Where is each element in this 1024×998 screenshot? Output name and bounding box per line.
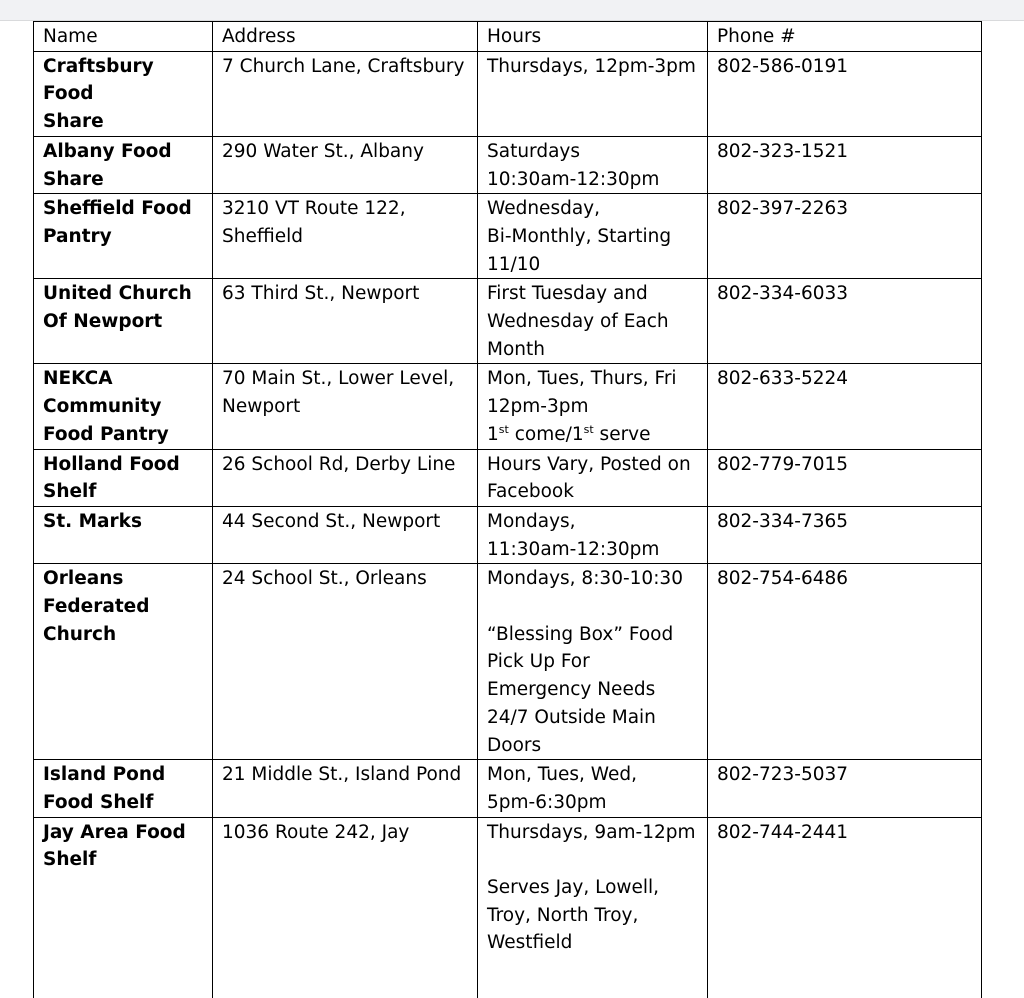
row-hours-line: Wednesday, <box>487 198 600 220</box>
row-hours-line: 11:30am-12:30pm <box>487 538 660 560</box>
row-name-line: Albany Food <box>43 140 172 162</box>
row-name-line: St. Marks <box>43 510 142 532</box>
row-name-cell <box>34 506 213 563</box>
row-phone-cell: 802-397-2263 <box>708 194 982 279</box>
row-name-line: Craftsbury Food <box>43 55 154 105</box>
row-name-cell <box>34 364 213 449</box>
row-name-line: Shelf <box>43 481 97 503</box>
row-hours-line: Bi-Monthly, Starting <box>487 225 672 247</box>
row-hours-line: 10:30am-12:30pm <box>487 168 660 190</box>
row-name-cell <box>34 194 213 279</box>
row-address-line: 290 Water St., Albany <box>222 140 424 162</box>
table-row <box>34 449 982 506</box>
row-hours-line: 5pm-6:30pm <box>487 791 607 813</box>
row-hours-cell <box>478 51 708 136</box>
row-name-line: Share <box>43 111 104 133</box>
row-name-cell <box>34 136 213 193</box>
row-hours-cell <box>478 760 708 817</box>
row-address-cell <box>213 760 478 817</box>
row-hours-cell <box>478 449 708 506</box>
row-name-line: Pantry <box>43 225 112 247</box>
row-hours-line: Hours Vary, Posted on <box>487 453 691 475</box>
row-address-cell <box>213 279 478 364</box>
table-row <box>34 817 982 998</box>
row-address-line: 3210 VT Route 122, <box>222 198 406 220</box>
row-address-cell <box>213 449 478 506</box>
row-name-line: Island Pond <box>43 764 166 786</box>
row-hours-line: Mon, Tues, Thurs, Fri <box>487 368 677 390</box>
row-phone-cell: 802-744-2441 <box>708 817 982 998</box>
row-address-line: 1036 Route 242, Jay <box>222 821 410 843</box>
row-address-cell <box>213 817 478 998</box>
row-address-line: 70 Main St., Lower Level, <box>222 368 455 390</box>
row-name-line: Orleans <box>43 568 124 590</box>
header-name: Name <box>34 22 213 52</box>
row-hours-note-line: “Blessing Box” Food <box>487 623 674 645</box>
row-hours-note-line: Pick Up For <box>487 651 590 673</box>
row-name-line: Food Shelf <box>43 791 154 813</box>
row-address-cell <box>213 364 478 449</box>
row-name-cell <box>34 449 213 506</box>
table-row <box>34 51 982 136</box>
row-address-cell <box>213 564 478 760</box>
row-hours-line: Wednesday of Each <box>487 311 669 333</box>
row-hours-serve-line <box>487 421 698 449</box>
row-hours-note-line: Serves Jay, Lowell, <box>487 877 660 899</box>
row-phone-cell: 802-323-1521 <box>708 136 982 193</box>
row-name-line: Federated <box>43 596 150 618</box>
row-hours-cell <box>478 506 708 563</box>
row-name-cell <box>34 279 213 364</box>
row-name-cell <box>34 817 213 998</box>
table-row <box>34 194 982 279</box>
row-name-line: Shelf <box>43 849 97 871</box>
serve-ordinal: st <box>583 422 594 436</box>
blank-line <box>487 846 698 874</box>
row-hours-line: Thursdays, 12pm-3pm <box>487 55 696 77</box>
row-name-line: Sheffield Food <box>43 198 192 220</box>
row-phone-cell: 802-754-6486 <box>708 564 982 760</box>
row-name-line: Food Pantry <box>43 423 169 445</box>
table-row <box>34 279 982 364</box>
row-hours-line: Mon, Tues, Wed, <box>487 764 637 786</box>
row-name-line: United Church <box>43 283 192 305</box>
row-hours-line: Mondays, 8:30-10:30 <box>487 568 683 590</box>
table-row <box>34 364 982 449</box>
row-name-line: Of Newport <box>43 311 163 333</box>
row-hours-cell <box>478 194 708 279</box>
row-address-line: 44 Second St., Newport <box>222 510 441 532</box>
food-shelf-table <box>33 21 982 998</box>
row-address-cell <box>213 51 478 136</box>
row-phone-cell: 802-633-5224 <box>708 364 982 449</box>
window-top-bar <box>0 0 1024 21</box>
row-hours-note-line: Westfield <box>487 932 573 954</box>
table-row <box>34 760 982 817</box>
row-name-line: Community <box>43 396 162 418</box>
row-phone-cell: 802-779-7015 <box>708 449 982 506</box>
row-address-line: 24 School St., Orleans <box>222 568 427 590</box>
row-address-line: Sheffield <box>222 225 304 247</box>
row-hours-line: Thursdays, 9am-12pm <box>487 821 696 843</box>
table-row <box>34 506 982 563</box>
row-name-cell <box>34 760 213 817</box>
row-phone-cell: 802-586-0191 <box>708 51 982 136</box>
row-address-line: 21 Middle St., Island Pond <box>222 764 462 786</box>
row-name-line: Jay Area Food <box>43 821 186 843</box>
row-hours-note-line: Troy, North Troy, <box>487 904 639 926</box>
row-address-cell <box>213 194 478 279</box>
row-address-line: Newport <box>222 396 301 418</box>
blank-line <box>487 593 698 621</box>
row-name-line: Church <box>43 623 117 645</box>
row-hours-cell <box>478 136 708 193</box>
row-hours-note-line: Emergency Needs <box>487 679 656 701</box>
row-hours-note-line: Doors <box>487 734 542 756</box>
row-name-line: NEKCA <box>43 368 113 390</box>
row-phone-cell: 802-334-7365 <box>708 506 982 563</box>
row-address-line: 7 Church Lane, Craftsbury <box>222 55 465 77</box>
table-row <box>34 564 982 760</box>
row-address-cell <box>213 506 478 563</box>
row-hours-line: Saturdays <box>487 140 581 162</box>
row-hours-note-line: 24/7 Outside Main <box>487 706 656 728</box>
row-name-line: Holland Food <box>43 453 180 475</box>
header-address: Address <box>213 22 478 52</box>
row-hours-line: First Tuesday and <box>487 283 648 305</box>
serve-text: come/ <box>508 423 572 445</box>
row-phone-cell: 802-334-6033 <box>708 279 982 364</box>
serve-num: 1 <box>571 423 584 445</box>
serve-ordinal: st <box>498 422 509 436</box>
row-name-cell <box>34 564 213 760</box>
header-hours: Hours <box>478 22 708 52</box>
row-hours-line: Mondays, <box>487 510 576 532</box>
row-hours-line: 11/10 <box>487 253 541 275</box>
serve-num: 1 <box>487 423 499 445</box>
header-phone: Phone # <box>708 22 982 52</box>
row-hours-cell <box>478 364 708 449</box>
table-row <box>34 136 982 193</box>
table-header-row <box>34 22 982 52</box>
row-name-cell <box>34 51 213 136</box>
row-hours-line: Month <box>487 338 545 360</box>
row-hours-line: Facebook <box>487 481 574 503</box>
row-hours-line: 12pm-3pm <box>487 396 589 418</box>
row-address-line: 26 School Rd, Derby Line <box>222 453 456 475</box>
row-hours-cell <box>478 279 708 364</box>
row-hours-cell <box>478 564 708 760</box>
serve-text: serve <box>593 423 651 445</box>
row-phone-cell: 802-723-5037 <box>708 760 982 817</box>
row-address-cell <box>213 136 478 193</box>
row-address-line: 63 Third St., Newport <box>222 283 420 305</box>
row-hours-cell <box>478 817 708 998</box>
row-name-line: Share <box>43 168 104 190</box>
